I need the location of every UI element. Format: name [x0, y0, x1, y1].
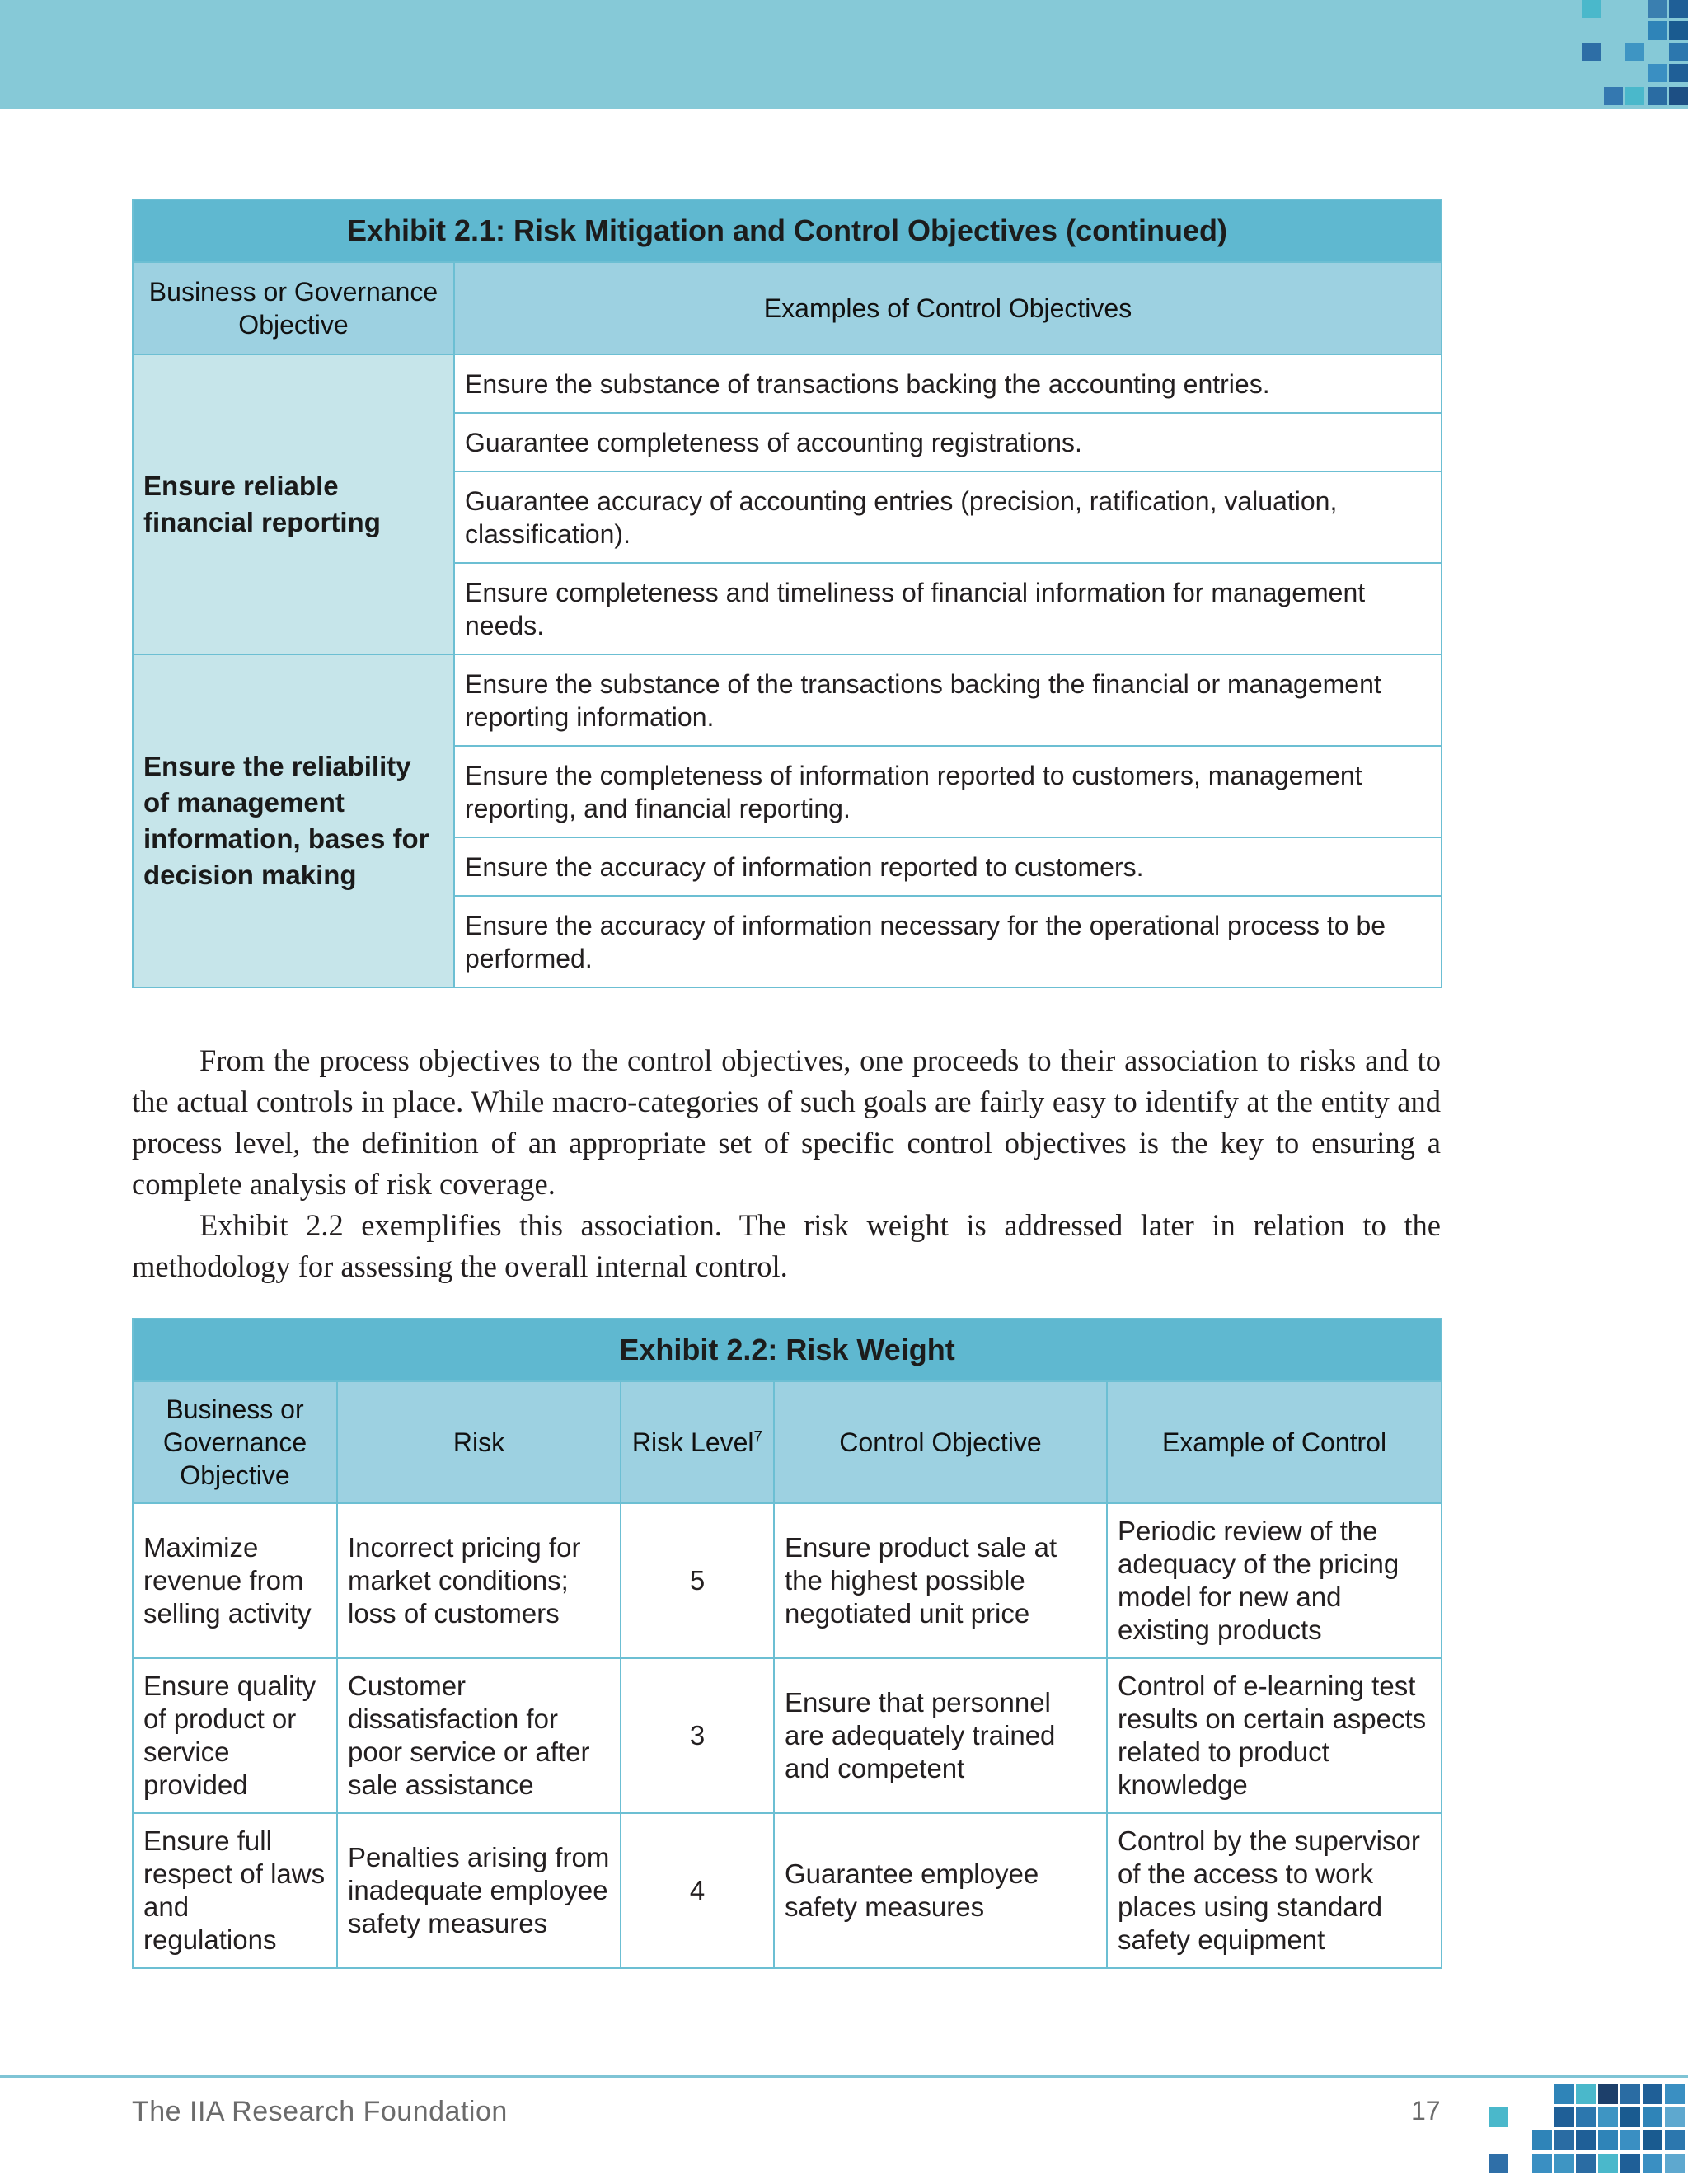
control-objective-cell: Ensure that personnel are adequately trained and competent: [774, 1658, 1107, 1813]
exhibit-2-1-table: [132, 199, 1442, 988]
objective-cell: Maximize revenue from selling activity: [133, 1503, 337, 1658]
footer-rule: [0, 2075, 1688, 2078]
footnote-marker: 7: [753, 1428, 763, 1446]
objective-cell: Ensure the reliability of management information, bases for decision making: [133, 654, 454, 987]
example-control-cell: Control by the supervisor of the access to work places using standard safety equipment: [1107, 1813, 1442, 1968]
header-example-control: Example of Control: [1107, 1381, 1442, 1503]
control-objective-cell: Guarantee accuracy of accounting entries (precision, ratification, valuation, classification).: [454, 471, 1442, 563]
control-objective-cell: Ensure product sale at the highest possible negotiated unit price: [774, 1503, 1107, 1658]
page-number: 17: [1411, 2096, 1441, 2125]
risk-cell: Penalties arising from inadequate employee safety measures: [337, 1813, 621, 1968]
control-objective-cell: Ensure the substance of the transactions backing the financial or management reporting information.: [454, 654, 1442, 746]
example-control-cell: Control of e-learning test results on certain aspects related to product knowledge: [1107, 1658, 1442, 1813]
body-paragraph: Exhibit 2.2 exemplifies this association. The risk weight is addressed later in relation to the methodology for assessing the overall internal control.: [132, 1208, 1441, 1283]
risk-level-cell: 3: [621, 1658, 774, 1813]
header-business-objective: Business or Governance Objective: [133, 262, 454, 354]
table-row: [133, 1658, 1442, 1813]
header-band: [0, 0, 1688, 109]
body-text: [132, 1040, 1441, 1287]
body-paragraph: From the process objectives to the control objectives, one proceeds to their association to risks and to the actual controls in place. While macro-categories of such goals are fairly easy to identify at the entity and process level, the definition of an appropriate set of specific control objectives is the key to ensuring a complete analysis of risk coverage.: [132, 1043, 1441, 1201]
risk-cell: Customer dissatisfaction for poor service or after sale assistance: [337, 1658, 621, 1813]
control-objective-cell: Ensure the substance of transactions backing the accounting entries.: [454, 354, 1442, 413]
control-objective-cell: Ensure the accuracy of information reported to customers.: [454, 837, 1442, 896]
header-risk-level: [621, 1381, 774, 1503]
objective-cell: Ensure quality of product or service provided: [133, 1658, 337, 1813]
control-objective-cell: Guarantee employee safety measures: [774, 1813, 1107, 1968]
table-row: [133, 1503, 1442, 1658]
exhibit-2-2-title: Exhibit 2.2: Risk Weight: [133, 1319, 1442, 1381]
risk-cell: Incorrect pricing for market conditions; loss of customers: [337, 1503, 621, 1658]
exhibit-2-1-title: Exhibit 2.1: Risk Mitigation and Control Objectives (continued): [133, 199, 1442, 262]
example-control-cell: Periodic review of the adequacy of the pricing model for new and existing products: [1107, 1503, 1442, 1658]
risk-level-cell: 4: [621, 1813, 774, 1968]
risk-level-cell: 5: [621, 1503, 774, 1658]
control-objective-cell: Guarantee completeness of accounting registrations.: [454, 413, 1442, 471]
control-objective-cell: Ensure completeness and timeliness of financial information for management needs.: [454, 563, 1442, 654]
header-control-objectives: Examples of Control Objectives: [454, 262, 1442, 354]
risk-level-label: Risk Level: [631, 1427, 754, 1457]
header-risk: Risk: [337, 1381, 621, 1503]
footer-publisher: The IIA Research Foundation: [132, 2096, 508, 2127]
exhibit-2-2-table: [132, 1318, 1442, 1969]
objective-cell: Ensure reliable financial reporting: [133, 354, 454, 654]
header-control-objective: Control Objective: [774, 1381, 1107, 1503]
control-objective-cell: Ensure the completeness of information reported to customers, management reporting, and financial reporting.: [454, 746, 1442, 837]
objective-cell: Ensure full respect of laws and regulations: [133, 1813, 337, 1968]
table-row: [133, 1813, 1442, 1968]
control-objective-cell: Ensure the accuracy of information necessary for the operational process to be performed.: [454, 896, 1442, 987]
header-business-objective: Business or Governance Objective: [133, 1381, 337, 1503]
